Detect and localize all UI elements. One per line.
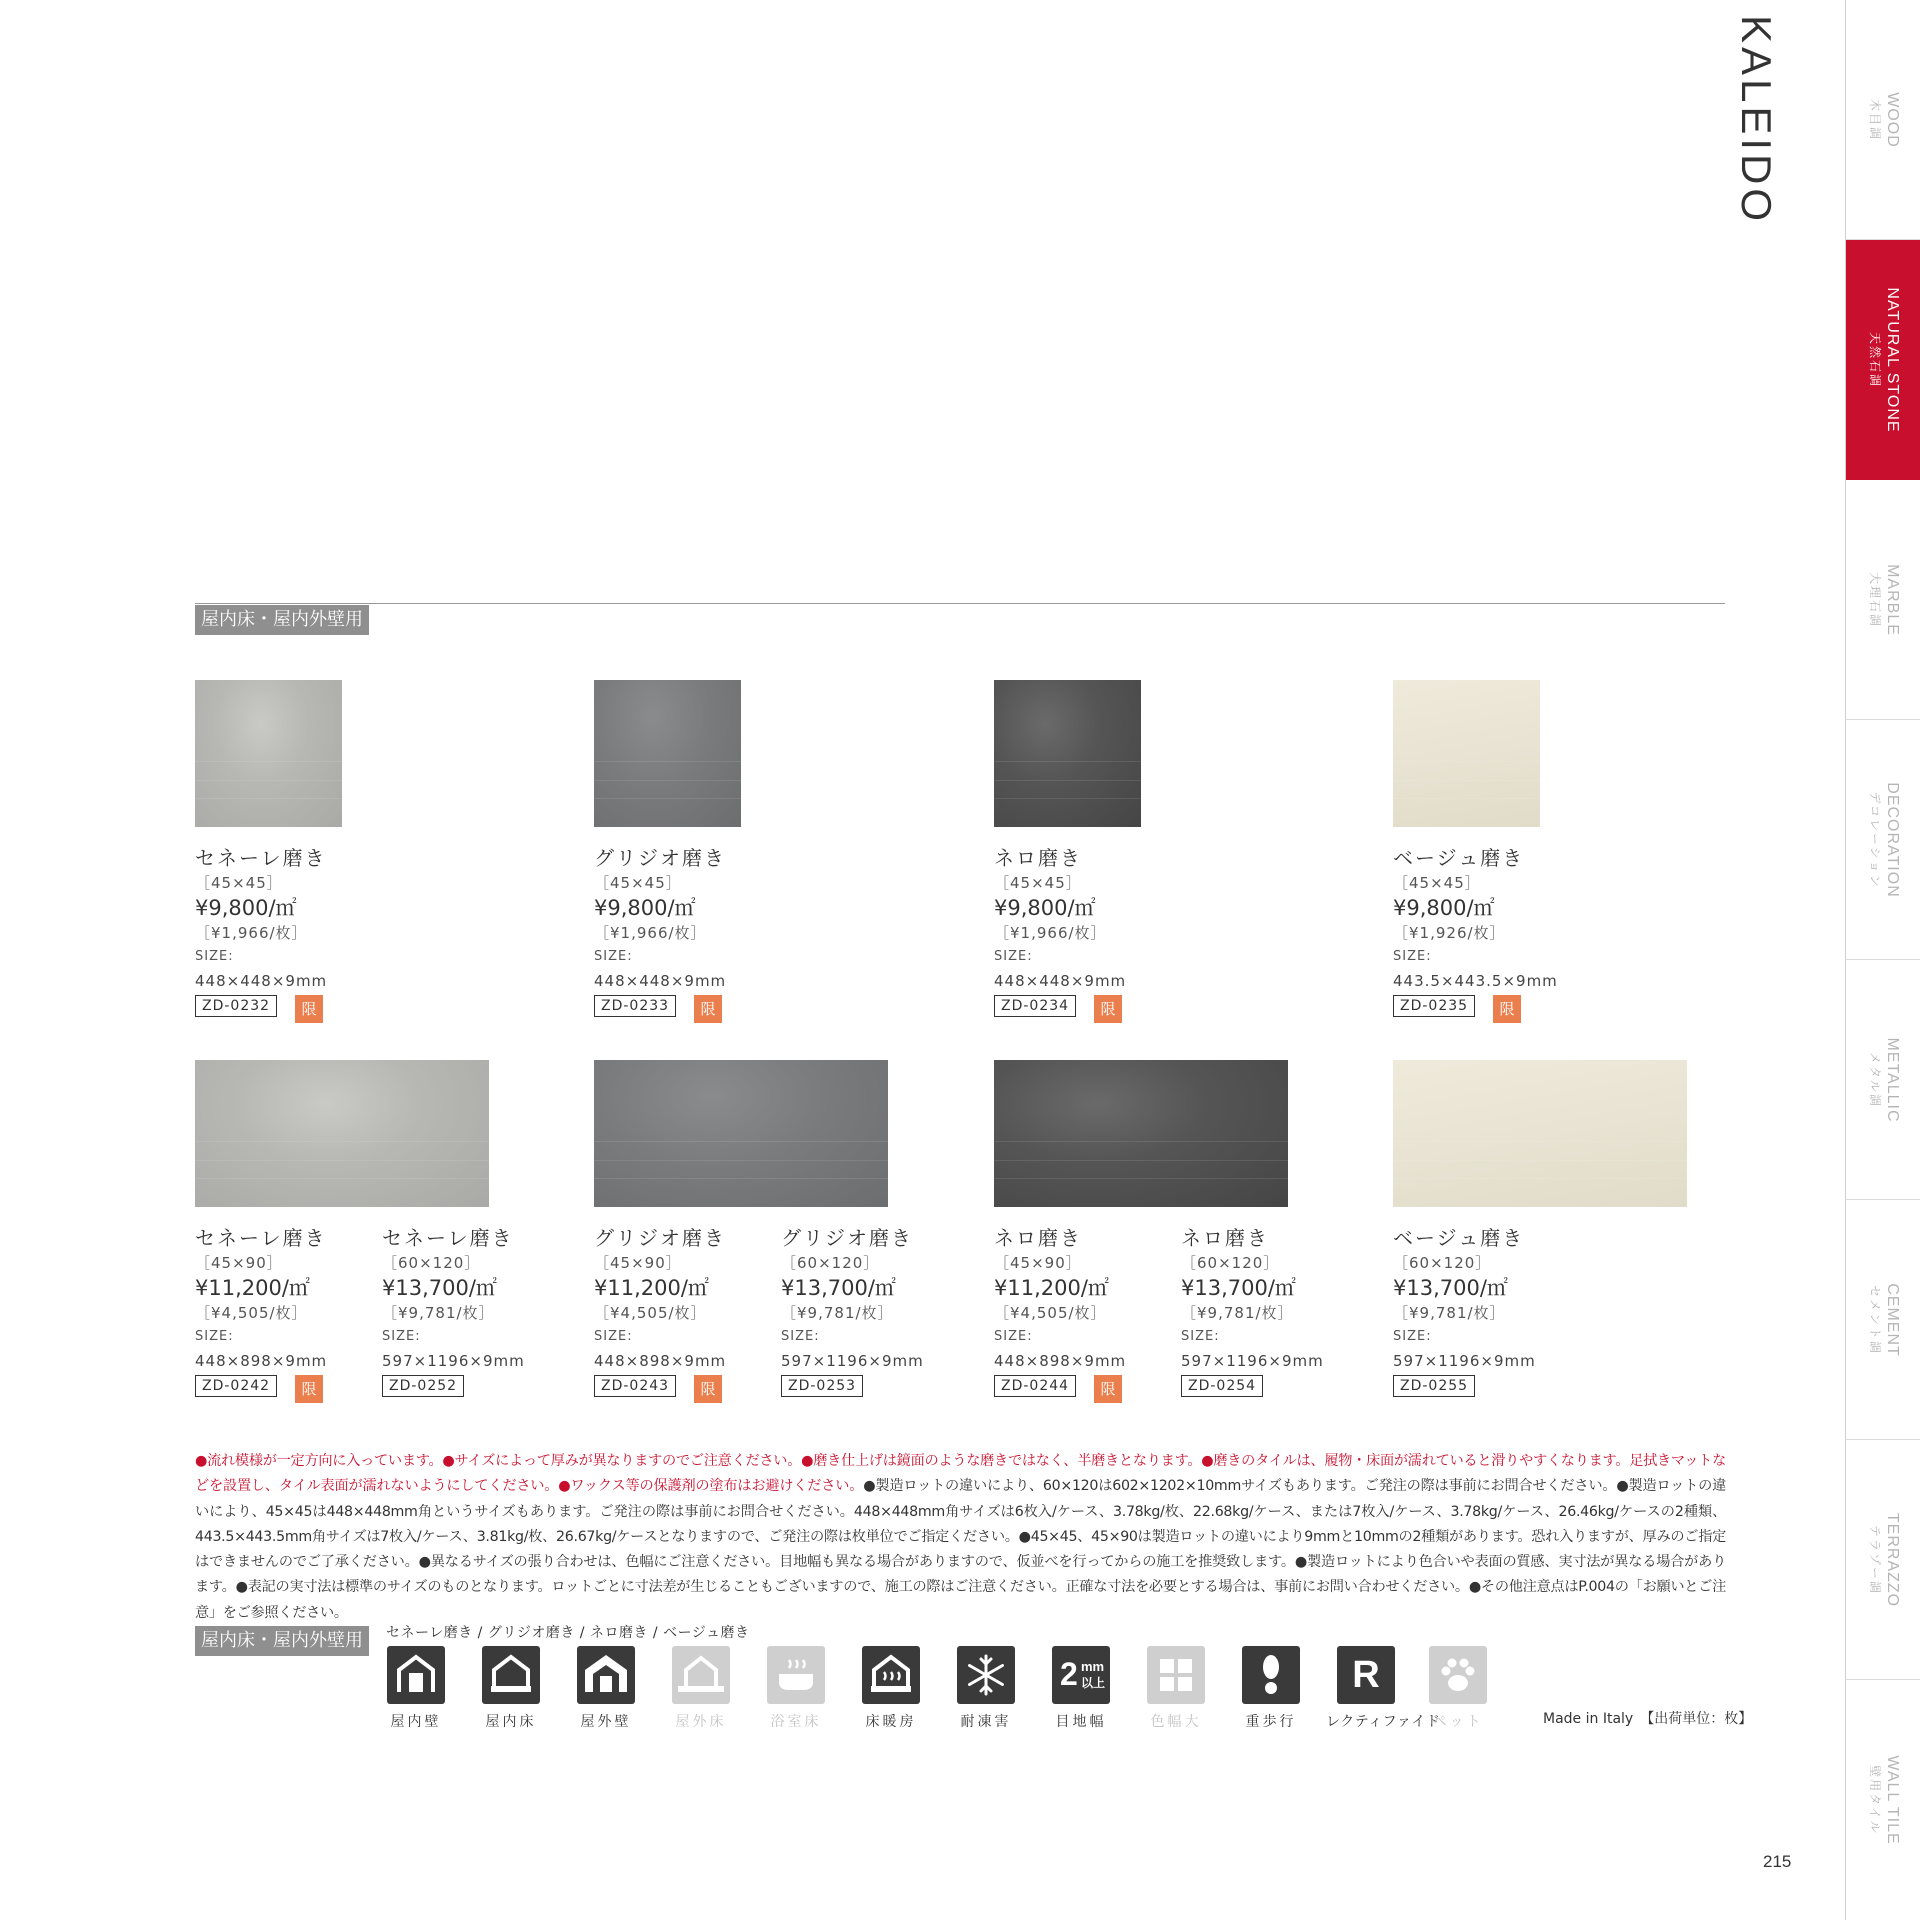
joint-width-unit: mm bbox=[1081, 1659, 1105, 1674]
usage-icon-item bbox=[1136, 1646, 1216, 1731]
tab-label-jp: 壁用タイル bbox=[1867, 1765, 1882, 1835]
tab-metallic[interactable] bbox=[1846, 960, 1920, 1200]
size-label: SIZE: bbox=[195, 1329, 234, 1344]
product-size: ［45×45］ bbox=[195, 874, 283, 892]
size-label: SIZE: bbox=[994, 949, 1033, 964]
tab-label-en: DECORATION bbox=[1883, 781, 1901, 898]
indoor-wall-icon bbox=[387, 1646, 445, 1704]
product-piece-price: ［¥9,781/枚］ bbox=[1393, 1304, 1506, 1322]
product-name: グリジオ磨き bbox=[781, 1226, 913, 1250]
tile-vein bbox=[994, 1141, 1288, 1142]
usage-icon-item bbox=[471, 1646, 551, 1731]
product-card bbox=[594, 1225, 774, 1407]
tile-vein bbox=[594, 1178, 888, 1179]
product-price: ¥9,800/㎡ bbox=[1393, 896, 1495, 920]
product-size: ［45×45］ bbox=[994, 874, 1082, 892]
tab-terrazzo[interactable] bbox=[1846, 1440, 1920, 1680]
tab-wood[interactable] bbox=[1846, 0, 1920, 240]
usage-icon-label: 屋外床 bbox=[675, 1714, 727, 1730]
section-rule bbox=[195, 603, 1725, 604]
usage-icon-label: 屋内壁 bbox=[390, 1714, 442, 1730]
size-label: SIZE: bbox=[195, 949, 234, 964]
product-price: ¥9,800/㎡ bbox=[594, 896, 696, 920]
tab-natural-stone[interactable] bbox=[1846, 240, 1920, 480]
tile-swatch-nero bbox=[994, 1060, 1288, 1207]
tab-decoration[interactable] bbox=[1846, 720, 1920, 960]
product-price: ¥13,700/㎡ bbox=[1393, 1276, 1508, 1300]
tile-vein bbox=[594, 798, 741, 799]
tab-wall-tile[interactable] bbox=[1846, 1680, 1920, 1920]
product-card bbox=[382, 1225, 562, 1407]
tab-marble[interactable] bbox=[1846, 480, 1920, 720]
tile-vein bbox=[594, 1160, 888, 1161]
product-size: ［45×90］ bbox=[994, 1254, 1082, 1272]
joint-width-icon bbox=[1052, 1646, 1110, 1704]
tile-vein bbox=[994, 761, 1141, 762]
bathroom-floor-icon bbox=[767, 1646, 825, 1704]
rectified-mark: R bbox=[1352, 1654, 1380, 1696]
product-name: ベージュ磨き bbox=[1393, 846, 1525, 870]
product-code: ZD-0234 bbox=[994, 995, 1076, 1017]
usage-icon-label: 屋外壁 bbox=[580, 1714, 632, 1730]
product-piece-price: ［¥1,966/枚］ bbox=[195, 924, 308, 942]
tile-vein bbox=[195, 1141, 489, 1142]
joint-width-sub: 以上 bbox=[1081, 1676, 1106, 1690]
tile-vein bbox=[994, 798, 1141, 799]
product-dimensions: 448×898×9mm bbox=[594, 1352, 727, 1370]
tab-label-en: NATURAL STONE bbox=[1883, 286, 1901, 433]
tile-vein bbox=[1393, 1178, 1687, 1179]
tile-vein bbox=[195, 1160, 489, 1161]
product-dimensions: 597×1196×9mm bbox=[781, 1352, 924, 1370]
tile-vein bbox=[1393, 780, 1540, 781]
product-name: グリジオ磨き bbox=[594, 1226, 726, 1250]
usage-icon-item bbox=[661, 1646, 741, 1731]
product-dimensions: 443.5×443.5×9mm bbox=[1393, 972, 1558, 990]
product-code: ZD-0242 bbox=[195, 1375, 277, 1397]
product-size: ［60×120］ bbox=[382, 1254, 481, 1272]
product-code: ZD-0235 bbox=[1393, 995, 1475, 1017]
usage-label: 屋内床・屋内外壁用 bbox=[195, 1626, 369, 1656]
tab-label-jp: セメント調 bbox=[1867, 1284, 1882, 1355]
tile-vein bbox=[195, 1178, 489, 1179]
tile-swatch-senere bbox=[195, 1060, 489, 1207]
product-price: ¥13,700/㎡ bbox=[382, 1276, 497, 1300]
product-price: ¥9,800/㎡ bbox=[195, 896, 297, 920]
tile-swatch-beige bbox=[1393, 1060, 1687, 1207]
section-label: 屋内床・屋内外壁用 bbox=[195, 605, 369, 635]
product-code: ZD-0255 bbox=[1393, 1375, 1475, 1397]
product-card bbox=[195, 845, 375, 1027]
product-card bbox=[994, 1225, 1174, 1407]
usage-icon-label: 耐凍害 bbox=[960, 1714, 1012, 1730]
product-size: ［45×90］ bbox=[195, 1254, 283, 1272]
usage-icon-item bbox=[1326, 1646, 1441, 1731]
product-name: セネーレ磨き bbox=[195, 846, 327, 870]
product-piece-price: ［¥4,505/枚］ bbox=[994, 1304, 1107, 1322]
product-name: セネーレ磨き bbox=[195, 1226, 327, 1250]
product-card bbox=[781, 1225, 961, 1407]
usage-icon-label: レクティファイド bbox=[1326, 1714, 1441, 1730]
tab-label-jp: 天然石調 bbox=[1867, 331, 1882, 388]
outdoor-wall-icon bbox=[577, 1646, 635, 1704]
product-piece-price: ［¥1,966/枚］ bbox=[994, 924, 1107, 942]
usage-icon-item bbox=[376, 1646, 456, 1731]
product-card bbox=[1393, 845, 1573, 1027]
usage-icon-label: 床暖房 bbox=[865, 1714, 917, 1730]
tab-cement[interactable] bbox=[1846, 1200, 1920, 1440]
product-piece-price: ［¥9,781/枚］ bbox=[1181, 1304, 1294, 1322]
product-code: ZD-0244 bbox=[994, 1375, 1076, 1397]
product-dimensions: 597×1196×9mm bbox=[1393, 1352, 1536, 1370]
usage-icon-label: 重歩行 bbox=[1245, 1714, 1297, 1730]
product-card bbox=[994, 845, 1174, 1027]
heavy-traffic-icon bbox=[1242, 1646, 1300, 1704]
tile-vein bbox=[1393, 798, 1540, 799]
usage-icon-label: 色幅大 bbox=[1150, 1714, 1202, 1730]
usage-icon-item bbox=[756, 1646, 836, 1731]
tile-vein bbox=[1393, 1141, 1687, 1142]
tile-swatch-grigio bbox=[594, 1060, 888, 1207]
product-dimensions: 448×898×9mm bbox=[195, 1352, 328, 1370]
product-piece-price: ［¥9,781/枚］ bbox=[382, 1304, 495, 1322]
usage-icon-label: 浴室床 bbox=[770, 1714, 822, 1730]
product-size: ［45×90］ bbox=[594, 1254, 682, 1272]
product-piece-price: ［¥4,505/枚］ bbox=[594, 1304, 707, 1322]
tile-vein bbox=[594, 761, 741, 762]
usage-icon-item bbox=[851, 1646, 931, 1731]
tile-vein bbox=[994, 780, 1141, 781]
product-code: ZD-0232 bbox=[195, 995, 277, 1017]
tile-swatch-beige bbox=[1393, 680, 1540, 827]
rectified-icon bbox=[1337, 1646, 1395, 1704]
limited-badge: 限 bbox=[295, 1375, 323, 1403]
product-size: ［45×45］ bbox=[594, 874, 682, 892]
tab-label-en: TERRAZZO bbox=[1883, 1512, 1901, 1607]
tab-label-en: WOOD bbox=[1883, 91, 1901, 148]
outdoor-floor-icon bbox=[672, 1646, 730, 1704]
brand-title: KALEIDO bbox=[1733, 14, 1780, 226]
tile-vein bbox=[994, 1178, 1288, 1179]
product-code: ZD-0243 bbox=[594, 1375, 676, 1397]
caution-notes-body: ●製造ロットの違いにより、60×120は602×1202×10mmサイズもあります。ご発注の際は事前にお問合せください。●製造ロットの違いにより、45×45は448×448mm角というサイズもあります。ご発注の際は事前にお問合せください。448×448mm角サイズは6枚入/ケース、3.78kg/枚、22.68kg/ケース、または7枚入/ケース、3.78kg/ケース、26.46kg/ケースの2種類、443.5×443.5mm角サイズは7枚入/ケース、3.81kg/枚、26.67kg/ケースとなりますので、ご発注の際は枚単位でご指定ください。●45×45、45×90は製造ロットの違いにより9mmと10mmの2種類があります。恐れ入りますが、厚みのご指定はできませんのでご了承ください。●異なるサイズの張り合わせは、色幅にご注意ください。目地幅も異なる場合がありますので、仮並べを行ってからの施工を推奨致します。●製造ロットにより色合いや表面の質感、実寸法が異なる場合があります。●表記の実寸法は標準のサイズのものとなります。ロットごとに寸法差が生じることもございますので、施工の際はご注意ください。正確な寸法を必要とする場合は、事前にお問い合わせください。●その他注意点はP.004の「お願いとご注意」をご参照ください。 bbox=[195, 1478, 1726, 1621]
product-code: ZD-0253 bbox=[781, 1375, 863, 1397]
product-price: ¥11,200/㎡ bbox=[195, 1276, 310, 1300]
limited-badge: 限 bbox=[1493, 995, 1521, 1023]
product-code: ZD-0252 bbox=[382, 1375, 464, 1397]
product-dimensions: 448×898×9mm bbox=[994, 1352, 1127, 1370]
origin-and-unit: Made in Italy 【出荷単位：枚】 bbox=[1543, 1711, 1753, 1727]
size-label: SIZE: bbox=[1393, 949, 1432, 964]
product-name: ネロ磨き bbox=[1181, 1226, 1269, 1250]
color-variation-icon bbox=[1147, 1646, 1205, 1704]
product-card bbox=[1393, 1225, 1573, 1407]
product-card bbox=[1181, 1225, 1361, 1407]
tile-vein bbox=[594, 1141, 888, 1142]
limited-badge: 限 bbox=[295, 995, 323, 1023]
tab-label-en: WALL TILE bbox=[1883, 1755, 1901, 1845]
usage-icon-item bbox=[566, 1646, 646, 1731]
product-piece-price: ［¥9,781/枚］ bbox=[781, 1304, 894, 1322]
caution-notes-important: ●流れ模様が一定方向に入っています。●サイズによって厚みが異なりますのでご注意ください。●磨き仕上げは鏡面のような磨きではなく、半磨きとなります。●磨きのタイルは、履物・床面が濡れていると滑りやすくなります。足拭きマットなどを設置し、タイル表面が濡れないようにしてください。●ワックス等の保護剤の塗布はお避けください。 bbox=[195, 1453, 1726, 1495]
tile-vein bbox=[195, 780, 342, 781]
product-card bbox=[594, 845, 774, 1027]
caution-notes bbox=[195, 1449, 1726, 1626]
limited-badge: 限 bbox=[1094, 1375, 1122, 1403]
size-label: SIZE: bbox=[994, 1329, 1033, 1344]
limited-badge: 限 bbox=[694, 1375, 722, 1403]
product-name: ネロ磨き bbox=[994, 846, 1082, 870]
product-name: ベージュ磨き bbox=[1393, 1226, 1525, 1250]
tile-vein bbox=[1393, 1160, 1687, 1161]
tile-vein bbox=[1393, 761, 1540, 762]
pet-icon bbox=[1429, 1646, 1487, 1704]
product-name: ネロ磨き bbox=[994, 1226, 1082, 1250]
size-label: SIZE: bbox=[382, 1329, 421, 1344]
product-piece-price: ［¥4,505/枚］ bbox=[195, 1304, 308, 1322]
limited-badge: 限 bbox=[694, 995, 722, 1023]
product-dimensions: 448×448×9mm bbox=[594, 972, 727, 990]
product-size: ［60×120］ bbox=[781, 1254, 880, 1272]
usage-icon-item bbox=[1041, 1646, 1121, 1731]
usage-icon-item bbox=[1231, 1646, 1311, 1731]
usage-icon-label: ペット bbox=[1432, 1714, 1484, 1730]
tile-swatch-nero bbox=[994, 680, 1141, 827]
size-label: SIZE: bbox=[594, 1329, 633, 1344]
page-number: 215 bbox=[1763, 1852, 1792, 1871]
tab-label-jp: 大理石調 bbox=[1867, 571, 1882, 628]
tab-label-en: CEMENT bbox=[1883, 1282, 1901, 1357]
usage-icon-item bbox=[946, 1646, 1026, 1731]
tile-vein bbox=[195, 761, 342, 762]
product-name: セネーレ磨き bbox=[382, 1226, 514, 1250]
product-size: ［45×45］ bbox=[1393, 874, 1481, 892]
tab-label-jp: 木目調 bbox=[1867, 98, 1882, 141]
tab-label-jp: テラゾー調 bbox=[1867, 1524, 1882, 1595]
usage-icon-label: 屋内床 bbox=[485, 1714, 537, 1730]
limited-badge: 限 bbox=[1094, 995, 1122, 1023]
joint-width-value: 2 bbox=[1060, 1656, 1078, 1692]
product-price: ¥11,200/㎡ bbox=[994, 1276, 1109, 1300]
floor-heating-icon bbox=[862, 1646, 920, 1704]
tab-label-en: MARBLE bbox=[1883, 563, 1901, 636]
usage-icon-label: 目地幅 bbox=[1055, 1714, 1107, 1730]
tile-swatch-senere bbox=[195, 680, 342, 827]
size-label: SIZE: bbox=[594, 949, 633, 964]
size-label: SIZE: bbox=[1393, 1329, 1432, 1344]
usage-icon-item bbox=[1418, 1646, 1498, 1731]
product-price: ¥13,700/㎡ bbox=[1181, 1276, 1296, 1300]
product-price: ¥9,800/㎡ bbox=[994, 896, 1096, 920]
tab-label-en: METALLIC bbox=[1883, 1036, 1901, 1123]
product-code: ZD-0254 bbox=[1181, 1375, 1263, 1397]
indoor-floor-icon bbox=[482, 1646, 540, 1704]
product-size: ［60×120］ bbox=[1181, 1254, 1280, 1272]
tile-vein bbox=[594, 780, 741, 781]
frost-resistant-icon bbox=[957, 1646, 1015, 1704]
tile-vein bbox=[195, 798, 342, 799]
product-price: ¥13,700/㎡ bbox=[781, 1276, 896, 1300]
category-tab-bar bbox=[1845, 0, 1920, 1920]
applies-to-products: セネーレ磨き / グリジオ磨き / ネロ磨き / ベージュ磨き bbox=[386, 1625, 750, 1641]
product-piece-price: ［¥1,926/枚］ bbox=[1393, 924, 1506, 942]
tile-vein bbox=[994, 1160, 1288, 1161]
product-name: グリジオ磨き bbox=[594, 846, 726, 870]
product-size: ［60×120］ bbox=[1393, 1254, 1492, 1272]
product-dimensions: 597×1196×9mm bbox=[1181, 1352, 1324, 1370]
size-label: SIZE: bbox=[781, 1329, 820, 1344]
tab-label-jp: メタル調 bbox=[1867, 1051, 1882, 1108]
product-dimensions: 448×448×9mm bbox=[195, 972, 328, 990]
product-card bbox=[195, 1225, 375, 1407]
product-price: ¥11,200/㎡ bbox=[594, 1276, 709, 1300]
product-code: ZD-0233 bbox=[594, 995, 676, 1017]
product-dimensions: 597×1196×9mm bbox=[382, 1352, 525, 1370]
product-dimensions: 448×448×9mm bbox=[994, 972, 1127, 990]
product-piece-price: ［¥1,966/枚］ bbox=[594, 924, 707, 942]
tab-label-jp: デコレーション bbox=[1867, 790, 1882, 889]
size-label: SIZE: bbox=[1181, 1329, 1220, 1344]
tile-swatch-grigio bbox=[594, 680, 741, 827]
